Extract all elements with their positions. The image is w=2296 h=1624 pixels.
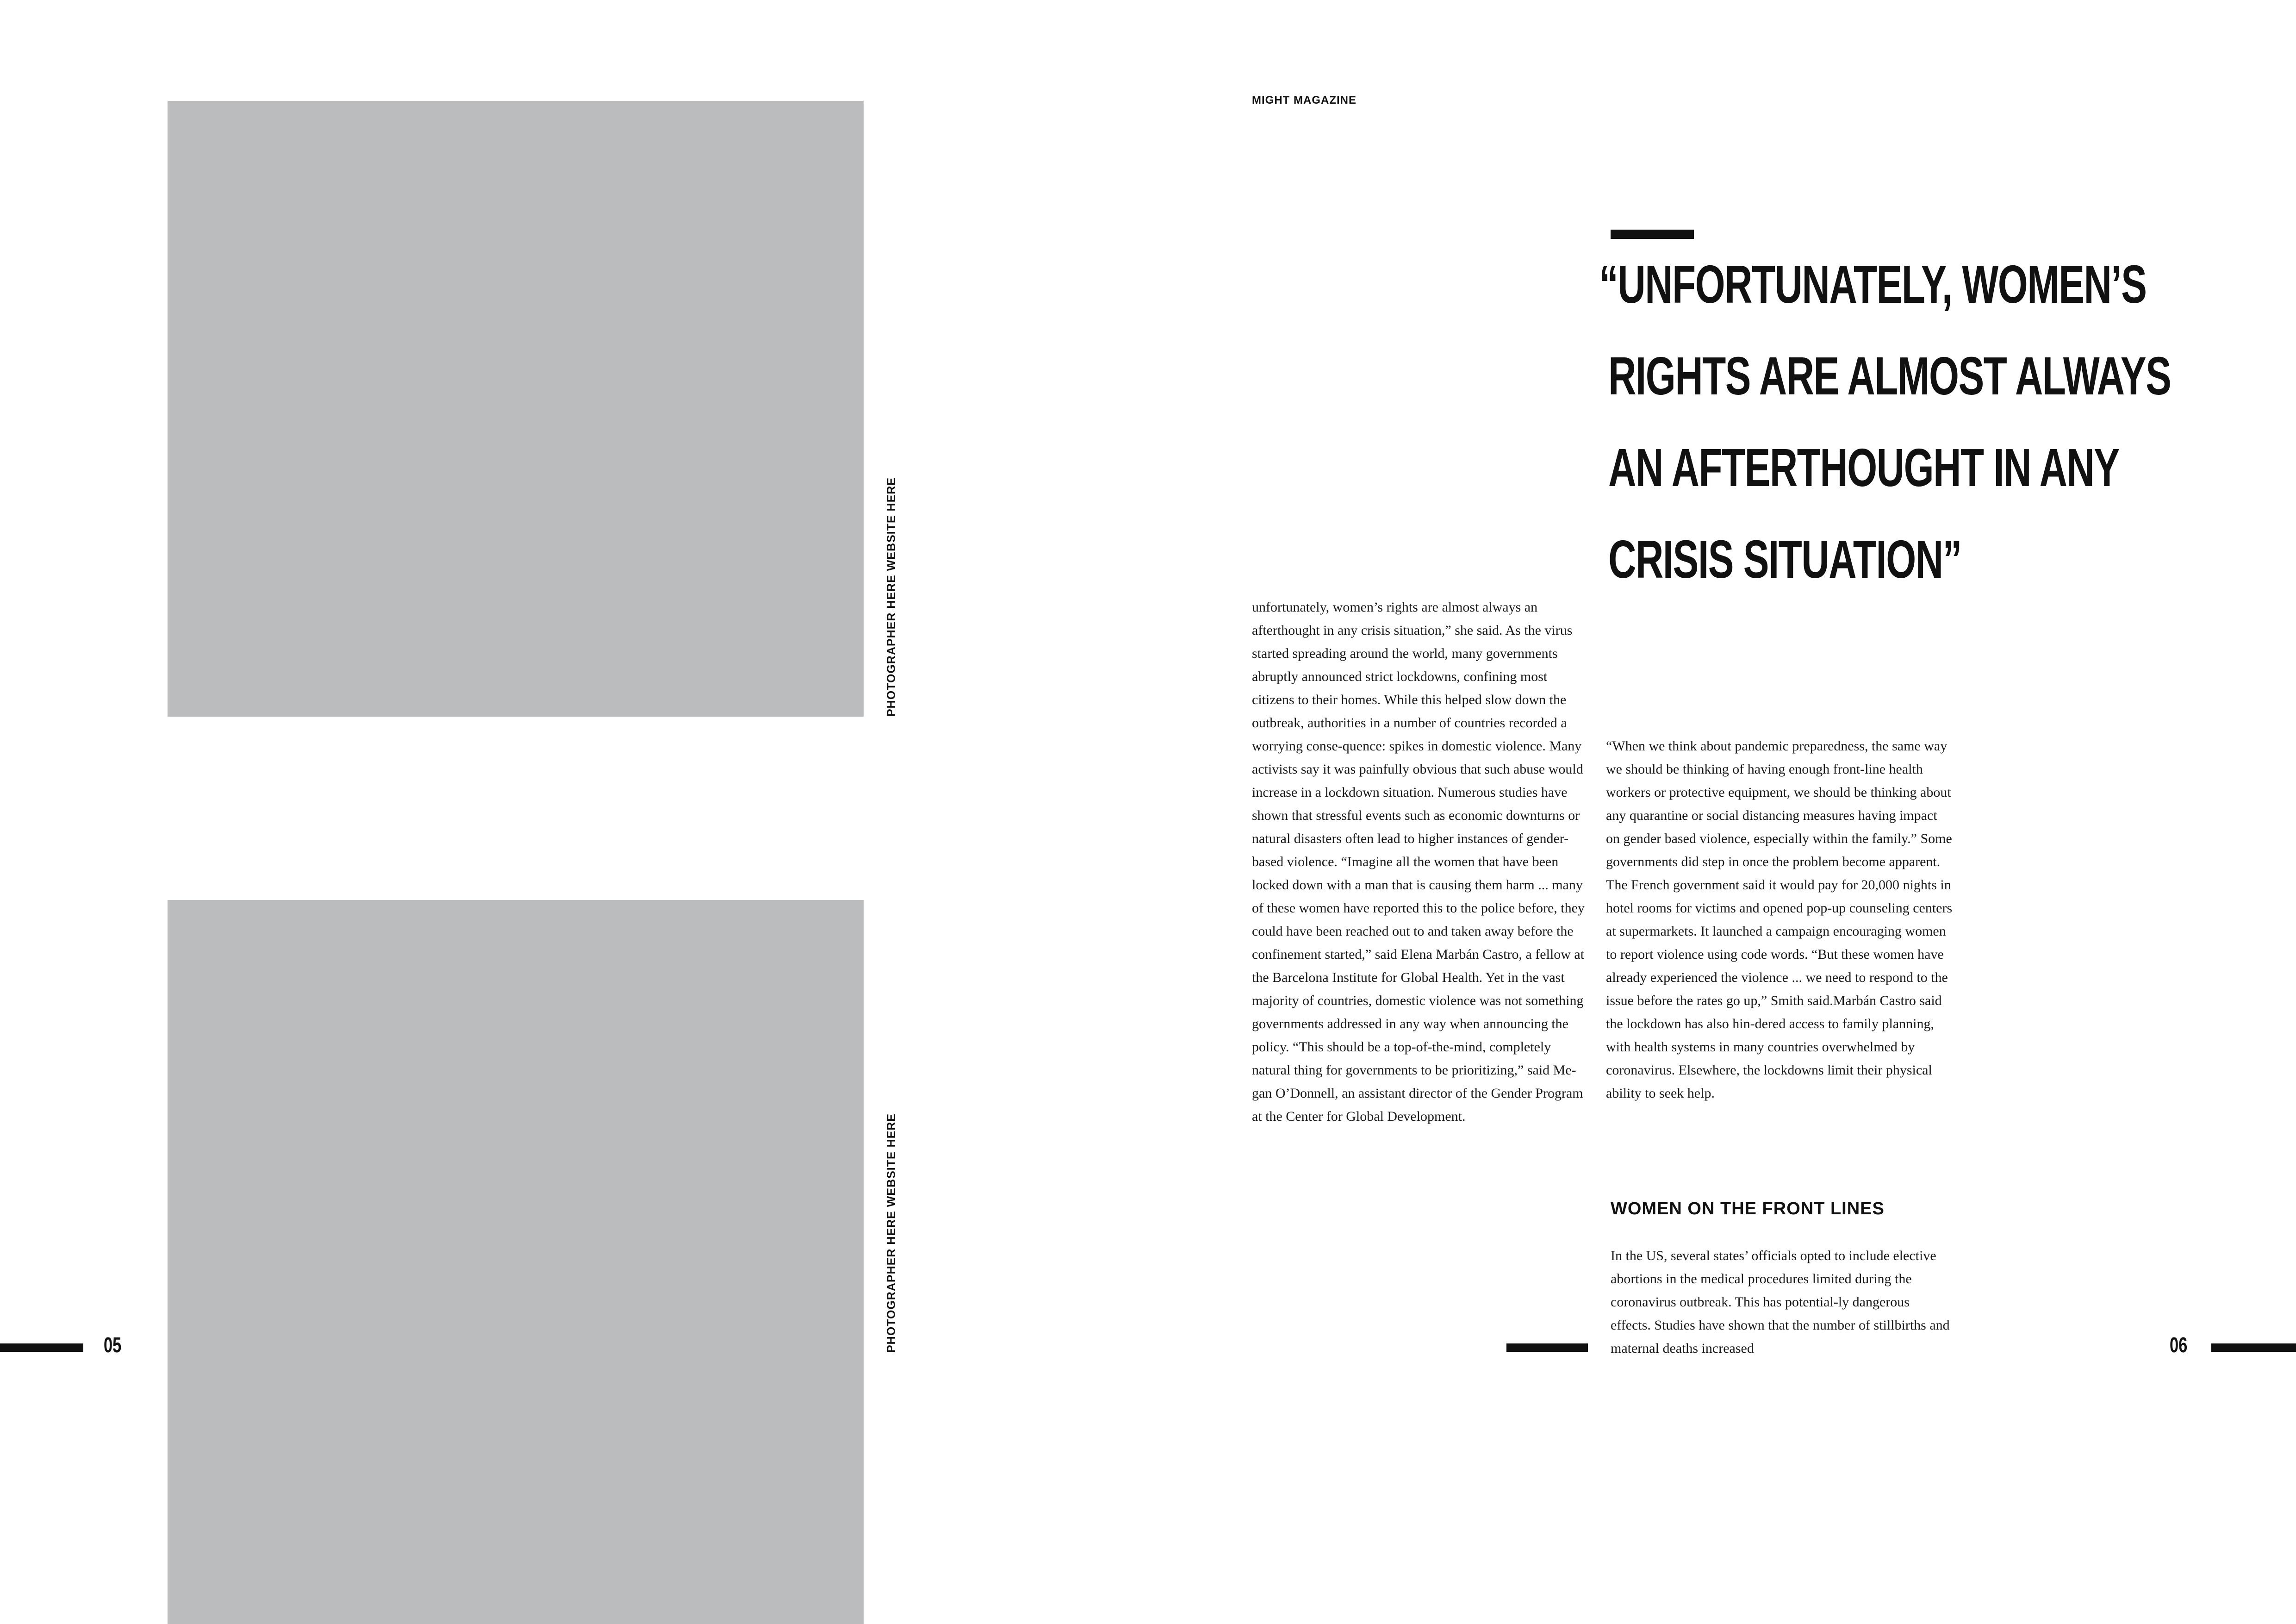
photo-credit-top: PHOTOGRAPHER HERE WEBSITE HERE bbox=[885, 477, 898, 717]
article-column-2 bbox=[1606, 735, 1953, 1105]
section-subhead: WOMEN ON THE FRONT LINES bbox=[1611, 1199, 1885, 1218]
photo-placeholder-bottom bbox=[168, 900, 864, 1624]
pull-quote-line: RIGHTS ARE ALMOST ALWAYS bbox=[1608, 346, 2171, 406]
pull-quote-line: CRISIS SITUATION” bbox=[1608, 529, 1961, 589]
pull-quote-line: AN AFTERTHOUGHT IN ANY bbox=[1608, 437, 2119, 498]
article-column-3 bbox=[1611, 1244, 1953, 1360]
article-column-1 bbox=[1252, 596, 1589, 1128]
masthead: MIGHT MAGAZINE bbox=[1252, 94, 1356, 106]
page-rule-left bbox=[0, 1343, 83, 1352]
body-text: unfortunately, women’s rights are almost always an afterthought in any crisis situation,” she said. As the virus started spreading around the world, many governments abruptly announced strict lockdowns, confining most citizens to their homes. While this helped slow down the outbreak, authorities in a number of countries recorded a worrying conse-quence: spikes in domestic violence. Many activists say it was painfully obvious that such abuse would increase in a lockdown situation. Numerous studies have shown that stressful events such as economic downturns or natural disasters often lead to higher instances of gender-based violence. “Imagine all the women that have been locked down with a man that is causing them harm ... many of these women have reported this to the police before, they could have been reached out to and taken away before the confinement started,” said Elena Marbán Castro, a fellow at the Barcelona Institute for Global Health. Yet in the vast majority of countries, domestic violence was not something governments addressed in any way when announcing the policy. “This should be a top-of-the-mind, completely natural thing for governments to be prioritizing,” said Me-gan O’Donnell, an assistant director of the Gender Program at the Center for Global Development. bbox=[1252, 600, 1585, 1124]
body-text: “When we think about pandemic preparedness, the same way we should be thinking of having enough front-line health workers or protective equipment, we should be thinking about any quarantine or social distancing measures having impact on gender based violence, especially within the family.” Some governments did step in once the problem become apparent. The French government said it would pay for 20,000 nights in hotel rooms for victims and opened pop-up counseling centers at supermarkets. It launched a campaign encouraging women to report violence using code words. “But these women have already experienced the violence ... we need to respond to the issue before the rates go up,” Smith said.Marbán Castro said the lockdown has also hin-dered access to family planning, with health systems in many countries overwhelmed by coronavirus. Elsewhere, the lockdowns limit their physical ability to seek help. bbox=[1606, 738, 1953, 1101]
page-number-right: 06 bbox=[2170, 1333, 2188, 1357]
page-rule-right-inner bbox=[1506, 1343, 1588, 1352]
pull-quote-line: “UNFORTUNATELY, WOMEN’S bbox=[1599, 254, 2147, 314]
photo-placeholder-top bbox=[168, 101, 864, 717]
page-rule-right bbox=[2211, 1343, 2296, 1352]
body-text: In the US, several states’ officials opted to include elective abortions in the medical procedures limited during the coronavirus outbreak. This has potential-ly dangerous effects. Studies have shown that the number of stillbirths and maternal deaths increased bbox=[1611, 1248, 1950, 1356]
pull-quote-rule bbox=[1611, 230, 1694, 239]
photo-credit-bottom: PHOTOGRAPHER HERE WEBSITE HERE bbox=[885, 1113, 898, 1353]
pull-quote bbox=[1599, 238, 2171, 605]
page-number-left: 05 bbox=[104, 1333, 122, 1357]
